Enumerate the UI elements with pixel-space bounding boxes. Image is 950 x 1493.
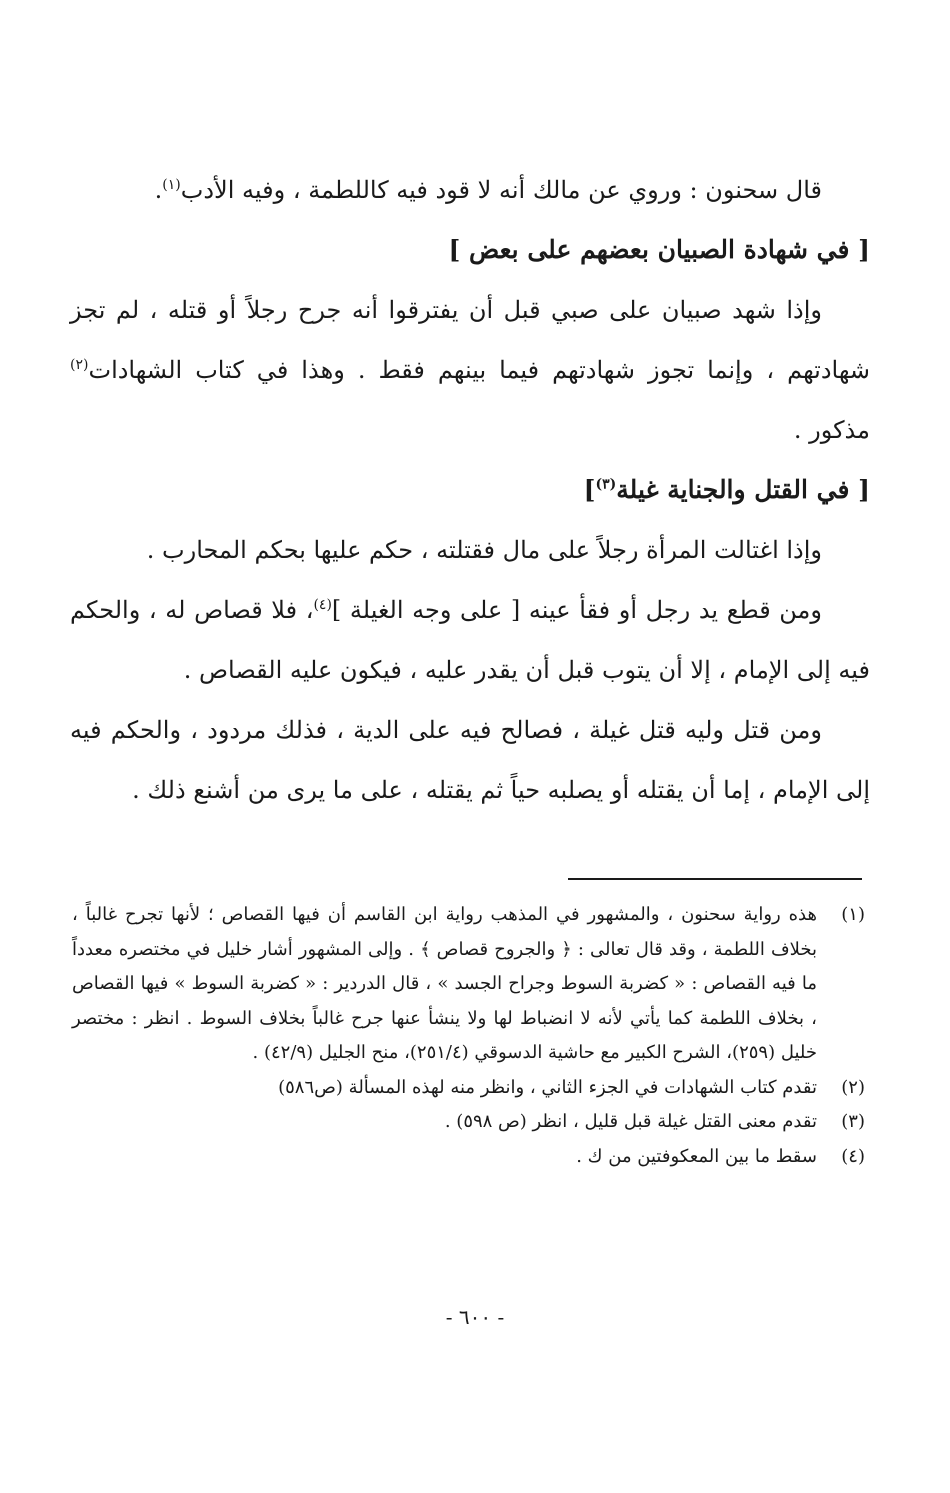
paragraph-5: ومن قتل وليه قتل غيلة ، فصالح فيه على الدية ، فذلك مردود ، والحكم فيه إلى الإمام ، إما أن يقتله أو يصلبه حياً ثم يقتله ، على ما يرى من أشنع ذلك . (70, 716, 870, 804)
footnote-text: سقط ما بين المعكوفتين من ك . (576, 1145, 817, 1167)
footnote-text: هذه رواية سحنون ، والمشهور في المذهب رواية ابن القاسم أن فيها القصاص ؛ لأنها تجرح غالباً ، بخلاف اللطمة ، وقد قال تعالى : ﴿ والجروح قصاص ﴾ . وإلى المشهور أشار خليل في مختصره معدداً ما فيه القصاص : « كضربة السوط وجراح الجسد » ، قال الدردير : « كضربة السوط » فيها القصاص ، بخلاف اللطمة كما يأتي لأنه لا انضباط لها ولا ينشأ عنها جرح غالباً بخلاف السوط . انظر : مختصر خليل (٢٥٩)، الشرح الكبير مع حاشية الدسوقي (٢٥١/٤)، منح الجليل (٤٢/٩) . (72, 904, 817, 1063)
footnote-text: تقدم معنى القتل غيلة قبل قليل ، انظر (ص ٥٩٨) . (444, 1111, 817, 1132)
paragraph-2-text: وإذا شهد صبيان على صبي قبل أن يفترقوا أنه جرح رجلاً أو قتله ، لم تجز شهادتهم ، وإنما تجوز شهادتهم فيما بينهم فقط . وهذا في كتاب الشهادات (70, 296, 870, 384)
footnote-2 (72, 1071, 865, 1106)
paragraph-2-end: مذكور . (793, 416, 870, 444)
paragraph-1-end: . (154, 176, 163, 204)
footnote-separator (568, 878, 862, 880)
footnote-1 (72, 898, 865, 1071)
footnote-4 (72, 1140, 865, 1175)
footnote-number: (٣) (841, 1111, 865, 1132)
section-heading-1: [ في شهادة الصبيان بعضهم على بعض ] (448, 235, 870, 264)
paragraph-1-text: قال سحنون : وروي عن مالك أنه لا قود فيه كاللطمة ، وفيه الأدب (180, 176, 822, 204)
footnote-number: (٤) (841, 1145, 865, 1167)
paragraph-3: وإذا اغتالت المرأة رجلاً على مال فقتلته ، حكم عليها بحكم المحارب . (146, 536, 822, 564)
footnote-number: (١) (841, 904, 865, 925)
footnote-number: (٢) (841, 1076, 865, 1098)
footnote-text: تقدم كتاب الشهادات في الجزء الثاني ، وانظر منه لهذه المسألة (ص٥٨٦) (278, 1076, 817, 1098)
footnote-ref-3: (٣) (595, 476, 617, 493)
paragraph-4 (70, 580, 870, 700)
section-heading-2-end: ] (583, 475, 596, 504)
main-text (70, 160, 870, 820)
section-heading-2 (70, 460, 870, 520)
footnote-ref-2: (٢) (70, 357, 89, 373)
section-heading-2-text: [ في القتل والجناية غيلة (616, 475, 870, 504)
paragraph-4-end: ، فلا قصاص له ، والحكم فيه إلى الإمام ، إلا أن يتوب قبل أن يقدر عليه ، فيكون عليه القصاص . (70, 596, 870, 684)
footnotes (72, 898, 865, 1174)
footnote-3 (72, 1105, 865, 1140)
paragraph-2 (70, 280, 870, 460)
page-number: - ٦٠٠ - (445, 1305, 505, 1329)
paragraph-4-text: ومن قطع يد رجل أو فقأ عينه [ على وجه الغيلة ] (331, 596, 822, 624)
footnote-ref-4: (٤) (313, 597, 332, 613)
paragraph-1 (70, 160, 870, 220)
footnote-ref-1: (١) (162, 177, 181, 193)
